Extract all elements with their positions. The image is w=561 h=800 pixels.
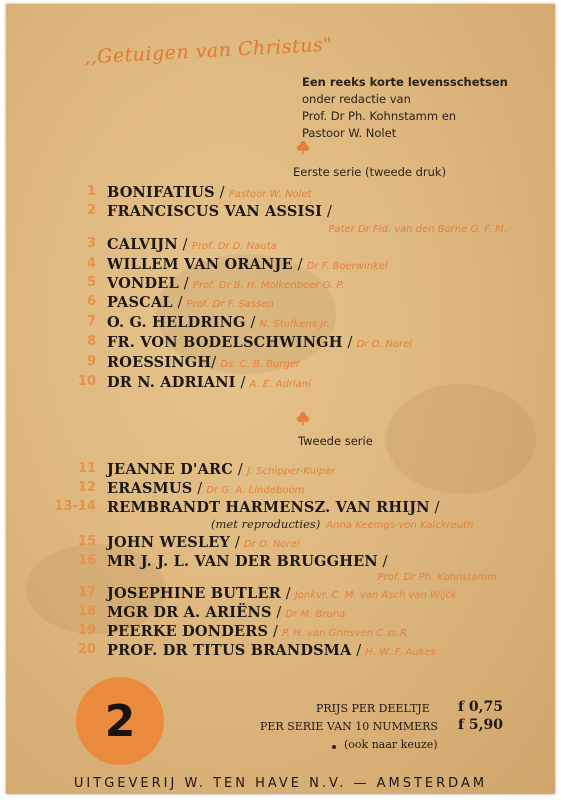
list-item: 4 WILLEM VAN ORANJE / Dr F. Boerwinkel	[6, 256, 555, 274]
entry-title: PROF. DR TITUS BRANDSMA	[107, 642, 352, 659]
publisher-line: UITGEVERIJ W. TEN HAVE N.V. — AMSTERDAM	[73, 776, 488, 791]
entry-number: 4	[86, 256, 96, 271]
club-ornament-icon	[296, 411, 310, 425]
entry-title: MGR DR A. ARIËNS	[107, 604, 272, 621]
price-per-series-value: f 5,90	[458, 717, 503, 733]
entry-author: Prof. Dr F. Sassen	[186, 299, 274, 310]
list-item: 12 ERASMUS / Dr G. A. Lindeboom	[6, 480, 555, 498]
entry-number: 12	[77, 480, 96, 495]
entry-author: P. H. van Grinsven C.ss.R.	[282, 628, 411, 639]
entry-author: Dr G. A. Lindeboom	[206, 485, 305, 496]
bullet-dot	[332, 745, 336, 749]
club-ornament-icon	[296, 140, 310, 154]
entry-number: 3	[86, 236, 96, 251]
entry-author: Prof. Dr Ph. Kohnstamm	[377, 572, 497, 583]
entry-number: 13-14	[54, 499, 96, 514]
list-item: 10 DR N. ADRIANI / A. E. Adriani	[6, 374, 555, 392]
entry-author: Prof. Dr D. Nauta	[191, 241, 277, 252]
second-series-heading: Tweede serie	[298, 434, 373, 448]
entry-number: 18	[77, 604, 96, 619]
entry-number: 20	[77, 642, 96, 657]
first-series-heading: Eerste serie (tweede druk)	[293, 165, 447, 179]
series-description	[302, 74, 508, 142]
entry-number: 8	[86, 334, 96, 349]
entry-author: Dr F. Boerwinkel	[306, 261, 388, 272]
entry-title: PEERKE DONDERS	[107, 623, 269, 640]
list-item: 15 JOHN WESLEY / Dr O. Norel	[6, 534, 555, 552]
list-item: 6 PASCAL / Prof. Dr F. Sassen	[6, 294, 555, 312]
entry-number: 15	[77, 534, 96, 549]
entry-title: ERASMUS	[107, 480, 193, 497]
entry-note-line	[211, 517, 473, 531]
entry-title: BONIFATIUS	[107, 184, 215, 201]
entry-title: O. G. HELDRING	[107, 314, 246, 331]
list-item: 2 FRANCISCUS VAN ASSISI /	[6, 203, 555, 221]
book-back-cover	[6, 4, 555, 794]
entry-author: J. Schipper-Kuiper	[246, 466, 336, 477]
list-item: 18 MGR DR A. ARIËNS / Dr M. Bruna	[6, 604, 555, 622]
description-line: Een reeks korte levensschetsen	[302, 75, 508, 89]
entry-title: MR J. J. L. VAN DER BRUGGHEN	[107, 553, 378, 570]
entry-author: Dr O. Norel	[244, 539, 300, 550]
entry-number: 16	[77, 553, 96, 568]
entry-note: (met reproducties)	[211, 517, 321, 531]
list-item: 17 JOSEPHINE BUTLER / Jonkvr. C. M. van Asch van Wijck	[6, 585, 555, 603]
description-line: Prof. Dr Ph. Kohnstamm en	[302, 109, 457, 123]
entry-title: VONDEL	[107, 275, 179, 292]
entry-number: 2	[86, 203, 96, 218]
entry-number: 17	[77, 585, 96, 600]
entry-author: A. E. Adriani	[249, 379, 311, 390]
entry-author: Anna Keemgs-von Kalckreuth	[326, 520, 474, 531]
price-per-volume-label: PRIJS PER DEELTJE	[316, 702, 430, 715]
list-item: 19 PEERKE DONDERS / P. H. van Grinsven C.ss.R.	[6, 623, 555, 641]
list-item: 9 ROESSINGH/ Ds. C. B. Burger	[6, 354, 555, 372]
entry-number: 10	[77, 374, 96, 389]
entry-author: Pastoor W. Nolet	[228, 189, 312, 200]
entry-title: CALVIJN	[107, 236, 178, 253]
entry-number: 5	[86, 275, 96, 290]
entry-number: 19	[77, 623, 96, 638]
description-line: Pastoor W. Nolet	[302, 126, 397, 140]
price-per-series-label: PER SERIE VAN 10 NUMMERS	[260, 720, 438, 733]
list-item: 5 VONDEL / Prof. Dr B. H. Molkenboer O. P.	[6, 275, 555, 293]
list-item: 11 JEANNE D'ARC / J. Schipper-Kuiper	[6, 461, 555, 479]
entry-number: 9	[86, 354, 96, 369]
entry-title: JEANNE D'ARC	[107, 461, 234, 478]
entry-author: Dr M. Bruna	[285, 609, 346, 620]
list-item: 1 BONIFATIUS / Pastoor W. Nolet	[6, 184, 555, 202]
entry-number: 11	[77, 461, 96, 476]
entry-title: WILLEM VAN ORANJE	[107, 256, 293, 273]
entry-number: 1	[86, 184, 96, 199]
entry-title: FRANCISCUS VAN ASSISI	[107, 203, 323, 220]
entry-number: 7	[86, 314, 96, 329]
description-line: onder redactie van	[302, 92, 411, 106]
entry-title: JOHN WESLEY	[107, 534, 231, 551]
entry-title: JOSEPHINE BUTLER	[107, 585, 281, 602]
entry-author: Jonkvr. C. M. van Asch van Wijck	[294, 590, 457, 601]
entry-title: FR. VON BODELSCHWINGH	[107, 334, 343, 351]
list-item: 3 CALVIJN / Prof. Dr D. Nauta	[6, 236, 555, 254]
entry-title: PASCAL	[107, 294, 173, 311]
entry-number: 6	[86, 294, 96, 309]
volume-number: 2	[104, 695, 136, 747]
entry-title: REMBRANDT HARMENSZ. VAN RHIJN	[107, 499, 430, 516]
list-item: 8 FR. VON BODELSCHWINGH / Dr O. Norel	[6, 334, 555, 352]
list-item: 7 O. G. HELDRING / N. Stufkens Jr.	[6, 314, 555, 332]
entry-author: Dr O. Norel	[356, 339, 413, 350]
entry-author: H. W. F. Aukes	[365, 647, 436, 658]
price-per-volume-value: f 0,75	[458, 699, 503, 715]
price-note: (ook naar keuze)	[344, 738, 438, 751]
entry-title: ROESSINGH	[107, 354, 212, 371]
entry-author: Ds. C. B. Burger	[220, 359, 301, 370]
entry-author: Prof. Dr B. H. Molkenboer O. P.	[192, 280, 345, 291]
series-script-title: ,,Getuigen van Christus"	[83, 33, 333, 69]
volume-badge	[76, 677, 164, 765]
entry-title: DR N. ADRIANI	[107, 374, 236, 391]
entry-author: Pater Dr Fid. van den Borne O. F. M.	[328, 224, 507, 235]
list-item: 13-14 REMBRANDT HARMENSZ. VAN RHIJN /	[6, 499, 555, 517]
list-item: 16 MR J. J. L. VAN DER BRUGGHEN /	[6, 553, 555, 571]
entry-author: N. Stufkens Jr.	[259, 319, 330, 330]
list-item: 20 PROF. DR TITUS BRANDSMA / H. W. F. Aukes	[6, 642, 555, 660]
